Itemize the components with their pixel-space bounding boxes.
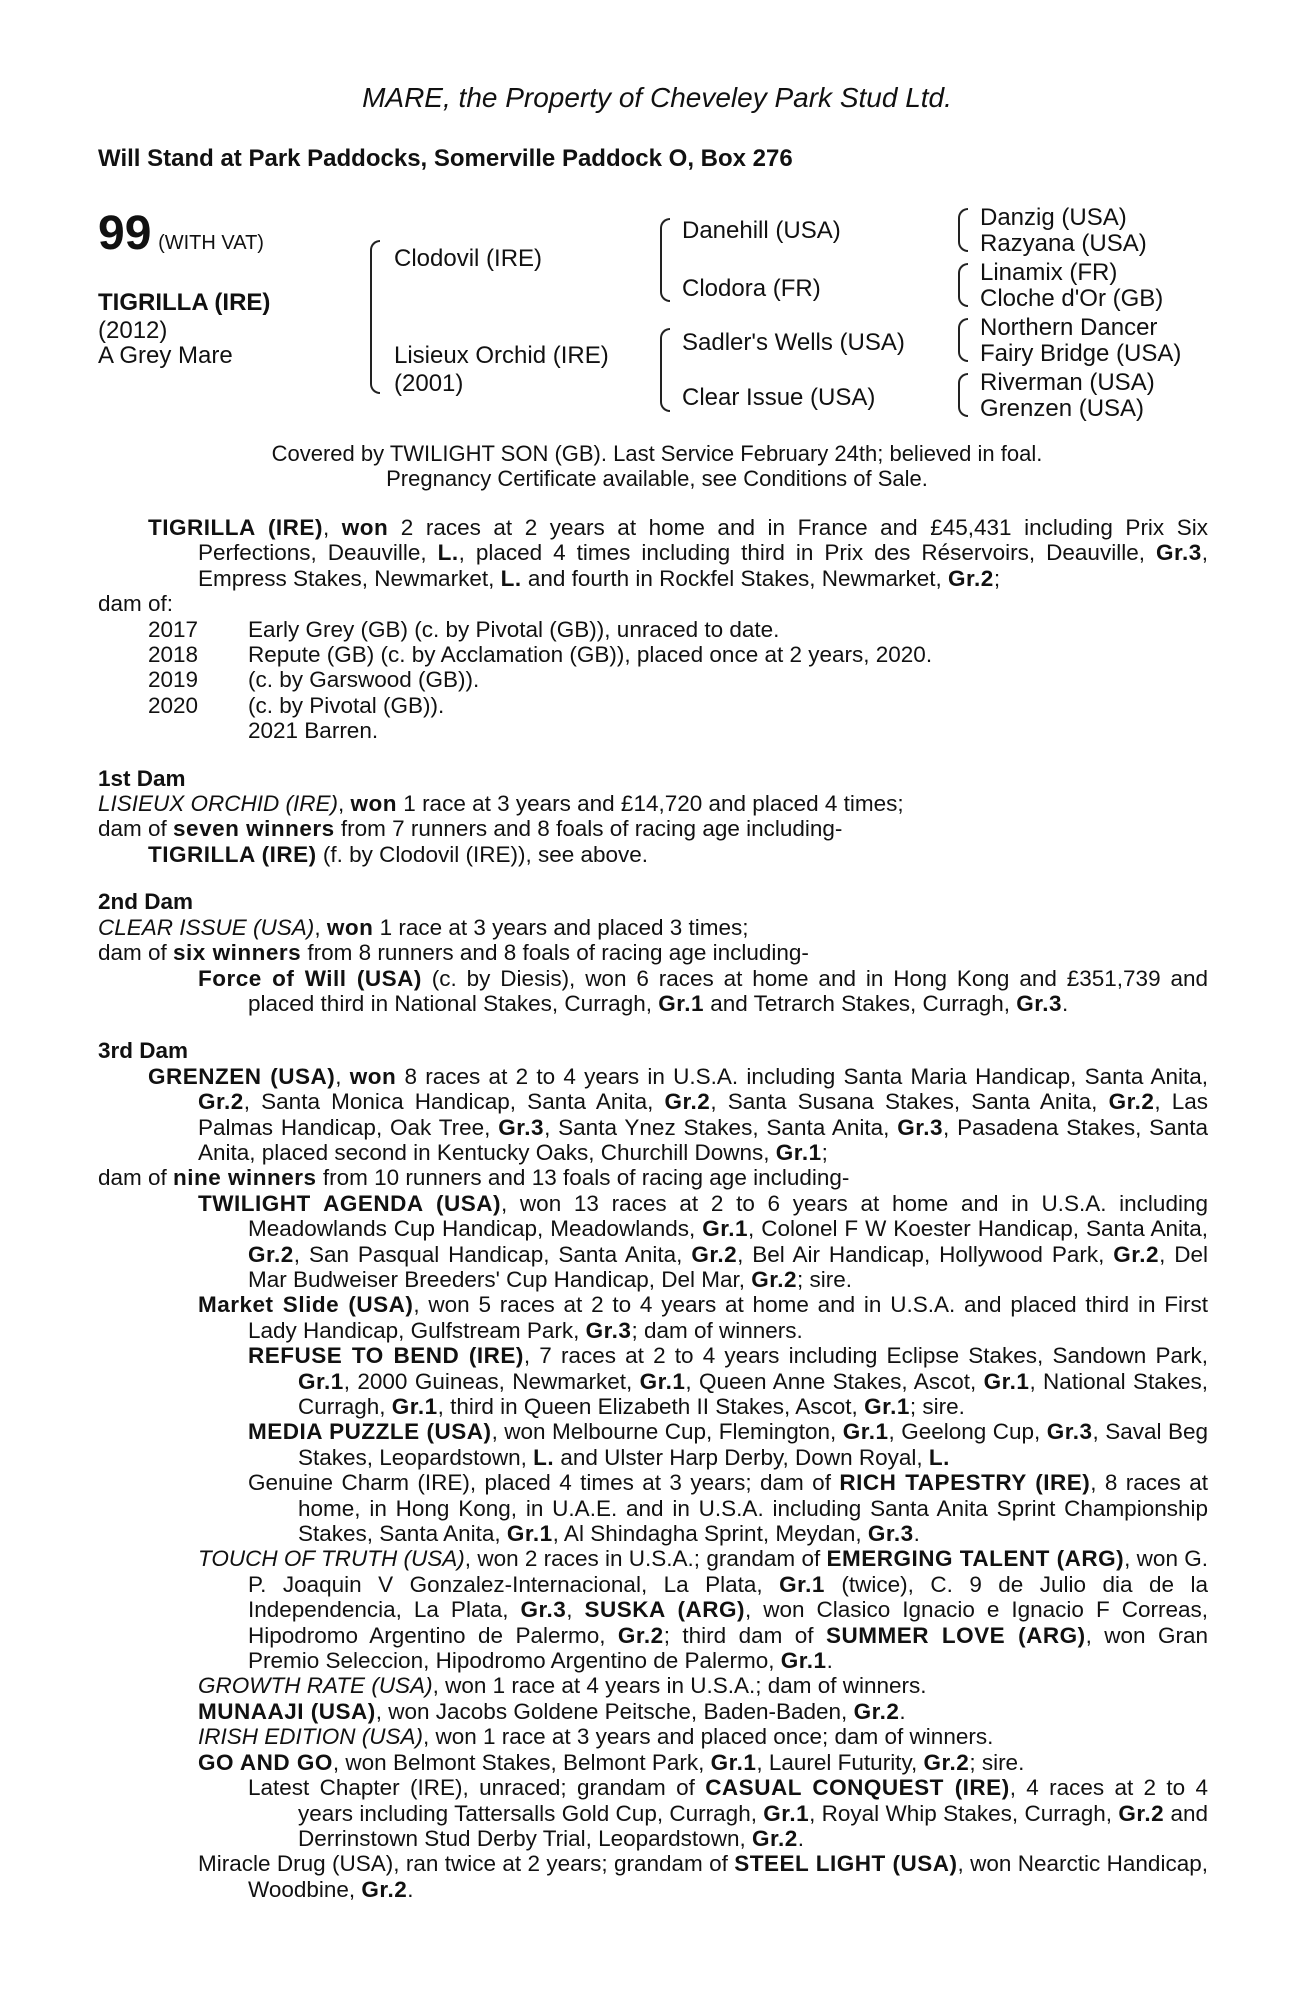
- descendant-entry: GROWTH RATE (USA), won 1 race at 4 years in U.S.A.; dam of winners.: [198, 1673, 927, 1699]
- pedigree-ggs-1: Danzig (USA): [980, 204, 1127, 231]
- dam-of-label: dam of:: [98, 591, 174, 617]
- produce-row: 2021 Barren.: [248, 718, 379, 744]
- produce-row: 2017 Early Grey (GB) (c. by Pivotal (GB)), unraced to date.: [148, 616, 780, 642]
- pedigree-grandsire-paternal: Danehill (USA): [682, 217, 841, 244]
- second-dam-heading: 2nd Dam: [98, 889, 194, 915]
- pedigree-brace-main: [370, 240, 380, 394]
- descendant-entry: GO AND GO, won Belmont Stakes, Belmont Park, Gr.1, Laurel Futurity, Gr.2; sire.: [198, 1749, 1025, 1775]
- pedigree-ggd-1: Razyana (USA): [980, 230, 1147, 257]
- stabling-location: Will Stand at Park Paddocks, Somerville Paddock O, Box 276: [98, 145, 793, 172]
- produce-row: 2020 (c. by Pivotal (GB)).: [148, 692, 445, 718]
- pedigree-dam-year: (2001): [394, 370, 464, 397]
- first-dam-foal: TIGRILLA (IRE) (f. by Clodovil (IRE)), see above.: [148, 841, 649, 867]
- descendant-entry: TWILIGHT AGENDA (USA), won 13 races at 2 to 6 years at home and in U.S.A. including Meadowlands Cup Handicap, Meadowlands, Gr.1, Colonel F W Koester Handicap, Santa Anita, Gr.2, San Pasqual Handicap, Santa Anita, Gr.2, Bel Air Handicap, Hollywood Park, Gr.2, Del Mar Budweiser Breeders' Cup Handicap, Del Mar, Gr.2; sire.: [198, 1190, 1208, 1292]
- horse-name: TIGRILLA (IRE): [98, 289, 271, 316]
- produce-row: 2019 (c. by Garswood (GB)).: [148, 667, 480, 693]
- pedigree-dam: Lisieux Orchid (IRE): [394, 342, 609, 369]
- first-dam-produce: dam of seven winners from 7 runners and 8 foals of racing age including-: [98, 816, 843, 842]
- pedigree-granddam-paternal: Clodora (FR): [682, 275, 821, 302]
- pedigree-ggs-2: Linamix (FR): [980, 259, 1118, 286]
- pedigree-ggd-4: Grenzen (USA): [980, 395, 1145, 422]
- third-dam-heading: 3rd Dam: [98, 1038, 189, 1064]
- covering-info: Covered by TWILIGHT SON (GB). Last Service February 24th; believed in foal.: [271, 441, 1043, 466]
- page-title: MARE, the Property of Cheveley Park Stud Ltd.: [362, 82, 952, 113]
- descendant-entry: Latest Chapter (IRE), unraced; grandam of CASUAL CONQUEST (IRE), 4 races at 2 to 4 years including Tattersalls Gold Cup, Curragh, Gr.1, Royal Whip Stakes, Curragh, Gr.2 and Derrinstown Stud Derby Trial, Leopardstown, Gr.2.: [248, 1775, 1209, 1851]
- descendant-entry: Market Slide (USA), won 5 races at 2 to 4 years at home and in U.S.A. and placed third in First Lady Handicap, Gulfstream Park, Gr.3; dam of winners.: [198, 1292, 1209, 1343]
- descendant-entry: TOUCH OF TRUTH (USA), won 2 races in U.S.A.; grandam of EMERGING TALENT (ARG), won G. P. Joaquin V Gonzalez-Internacional, La Plata, Gr.1 (twice), C. 9 de Julio dia de la Independencia, La Plata, Gr.3, SUSKA (ARG), won Clasico Ignacio e Ignacio F Correas, Hipodromo Argentino de Palermo, Gr.2; third dam of SUMMER LOVE (ARG), won Gran Premio Seleccion, Hipodromo Argentino de Palermo, Gr.1.: [198, 1546, 1209, 1674]
- second-dam-record: CLEAR ISSUE (USA), won 1 race at 3 years and placed 3 times;: [98, 914, 749, 940]
- pedigree-ggd-2: Cloche d'Or (GB): [980, 285, 1164, 312]
- horse-description: A Grey Mare: [98, 342, 233, 369]
- pedigree-brace-g4: [958, 373, 968, 417]
- pedigree-sire: Clodovil (IRE): [394, 245, 543, 272]
- second-dam-produce: dam of six winners from 8 runners and 8 foals of racing age including-: [98, 940, 809, 966]
- descendant-entry: REFUSE TO BEND (IRE), 7 races at 2 to 4 years including Eclipse Stakes, Sandown Park, Gr.1, 2000 Guineas, Newmarket, Gr.1, Queen Anne Stakes, Ascot, Gr.1, National Stakes, Curragh, Gr.1, third in Queen Elizabeth II Stakes, Ascot, Gr.1; sire.: [248, 1343, 1209, 1419]
- race-record-text: TIGRILLA (IRE), won 2 races at 2 years at home and in France and £45,431 including Prix Six Perfections, Deauville, L., placed 4 times including third in Prix des Réservoirs, Deauville, Gr.3, Empress Stakes, Newmarket, L. and fourth in Rockfel Stakes, Newmarket, Gr.2;: [148, 515, 1208, 591]
- vat-note: (WITH VAT): [158, 232, 264, 254]
- pedigree-ggs-4: Riverman (USA): [980, 369, 1155, 396]
- pregnancy-note: Pregnancy Certificate available, see Conditions of Sale.: [386, 466, 928, 491]
- pedigree-grandsire-maternal: Sadler's Wells (USA): [682, 329, 905, 356]
- second-dam-foal: Force of Will (USA) (c. by Diesis), won 6 races at home and in Hong Kong and £351,739 and placed third in National Stakes, Curragh, Gr.1 and Tetrarch Stakes, Curragh, Gr.3.: [198, 965, 1208, 1016]
- descendant-entry: Genuine Charm (IRE), placed 4 times at 3 years; dam of RICH TAPESTRY (IRE), 8 races at home, in Hong Kong, in U.A.E. and in U.S.A. including Santa Anita Sprint Championship Stakes, Santa Anita, Gr.1, Al Shindagha Sprint, Meydan, Gr.3.: [248, 1470, 1208, 1547]
- pedigree-brace-dam: [660, 328, 670, 412]
- descendant-entry: Miracle Drug (USA), ran twice at 2 years; grandam of STEEL LIGHT (USA), won Nearctic Handicap, Woodbine, Gr.2.: [198, 1851, 1208, 1902]
- race-record: [98, 515, 1208, 1902]
- produce-row: 2018 Repute (GB) (c. by Acclamation (GB)), placed once at 2 years, 2020.: [148, 642, 933, 668]
- pedigree-ggd-3: Fairy Bridge (USA): [980, 340, 1182, 367]
- pedigree-brace-sire: [660, 218, 670, 302]
- pedigree-ggs-3: Northern Dancer: [980, 314, 1158, 341]
- pedigree-granddam-maternal: Clear Issue (USA): [682, 384, 876, 411]
- third-dam-produce: dam of nine winners from 10 runners and 13 foals of racing age including-: [98, 1165, 850, 1191]
- first-dam-heading: 1st Dam: [98, 765, 186, 791]
- descendant-entry: IRISH EDITION (USA), won 1 race at 3 years and placed once; dam of winners.: [198, 1724, 994, 1750]
- pedigree-brace-g1: [958, 208, 968, 252]
- lot-number: 99: [98, 207, 152, 260]
- pedigree-brace-g3: [958, 318, 968, 362]
- descendant-entry: MEDIA PUZZLE (USA), won Melbourne Cup, Flemington, Gr.1, Geelong Cup, Gr.3, Saval Beg Stakes, Leopardstown, L. and Ulster Harp Derby, Down Royal, L.: [248, 1419, 1208, 1470]
- lot-price: [98, 207, 264, 260]
- third-dam-record: GRENZEN (USA), won 8 races at 2 to 4 years in U.S.A. including Santa Maria Handicap, Santa Anita, Gr.2, Santa Monica Handicap, Santa Anita, Gr.2, Santa Susana Stakes, Santa Anita, Gr.2, Las Palmas Handicap, Oak Tree, Gr.3, Santa Ynez Stakes, Santa Anita, Gr.3, Pasadena Stakes, Santa Anita, placed second in Kentucky Oaks, Churchill Downs, Gr.1;: [148, 1063, 1208, 1165]
- horse-year: (2012): [98, 317, 168, 344]
- pedigree-brace-g2: [958, 263, 968, 307]
- descendant-entry: MUNAAJI (USA), won Jacobs Goldene Peitsche, Baden-Baden, Gr.2.: [198, 1698, 906, 1724]
- first-dam-record: LISIEUX ORCHID (IRE), won 1 race at 3 years and £14,720 and placed 4 times;: [98, 791, 904, 817]
